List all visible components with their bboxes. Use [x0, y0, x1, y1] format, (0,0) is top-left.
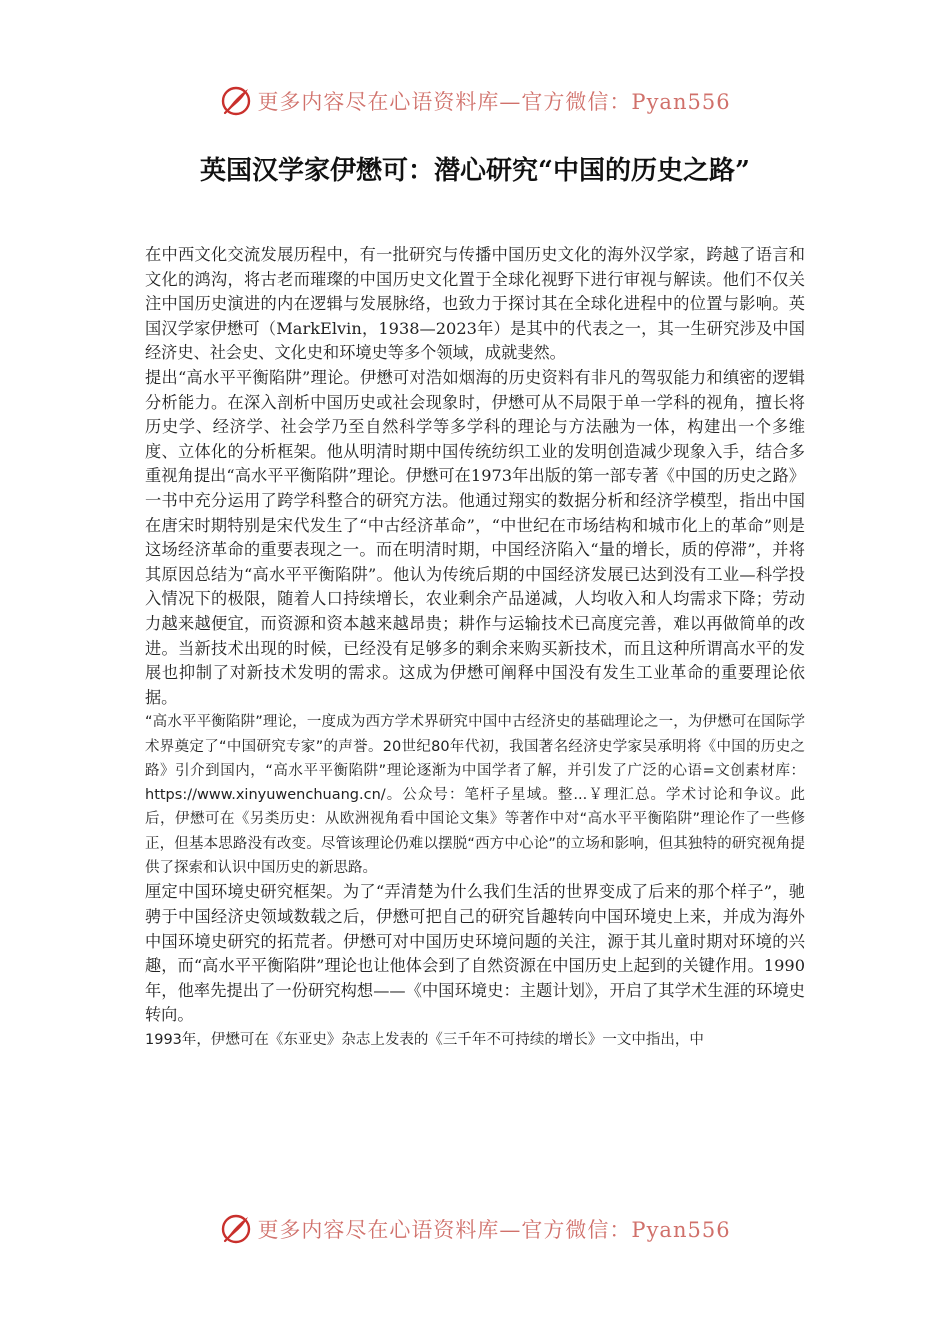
paragraph-intro: 在中西文化交流发展历程中，有一批研究与传播中国历史文化的海外汉学家，跨越了语言和文化的鸿沟，将古老而璀璨的中国历史文化置于全球化视野下进行审视与解读。他们不仅关注中国历史演进的内在逻辑与发展脉络，也致力于探讨其在全球化进程中的位置与影响。英国汉学家伊懋可（MarkElvin，1938—2023年）是其中的代表之一，其一生研究涉及中国经济史、社会史、文化史和环境史等多个领域，成就斐然。: [145, 245, 805, 363]
article-title: 英国汉学家伊懋可：潜心研究“中国的历史之路”: [200, 156, 750, 186]
header-banner-text: 更多内容尽在心语资料库—官方微信：Pyan556: [257, 90, 731, 114]
paragraph-trap-theory: 提出“高水平平衡陷阱”理论。伊懋可对浩如烟海的历史资料有非凡的驾驭能力和缜密的逻辑分析能力。在深入剖析中国历史或社会现象时，伊懋可从不局限于单一学科的视角，擅长将历史学、经济学、社会学乃至自然科学等多学科的理论与方法融为一体，构建出一个多维度、立体化的分析框架。他从明清时期中国传统纺织工业的发明创造减少现象入手，结合多重视角提出“高水平平衡陷阱”理论。伊懋可在1973年出版的第一部专著《中国的历史之路》一书中充分运用了跨学科整合的研究方法。他通过翔实的数据分析和经济学模型，指出中国在唐宋时期特别是宋代发生了“中古经济革命”，“中世纪在市场结构和城市化上的革命”则是这场经济革命的重要表现之一。而在明清时期，中国经济陷入“量的增长，质的停滞”，并将其原因总结为“高水平平衡陷阱”。他认为传统后期的中国经济发展已达到没有工业—科学投入情况下的极限，随着人口持续增长，农业剩余产品递减，人均收入和人均需求下降；劳动力越来越便宜，而资源和资本越来越昂贵；耕作与运输技术已高度完善，难以再做简单的改进。当新技术出现的时候，已经没有足够多的剩余来购买新技术，而且这种所谓高水平的发展也抑制了对新技术发明的需求。这成为伊懋可阐释中国没有发生工业革命的重要理论依据。: [145, 367, 805, 707]
article-body: [145, 243, 805, 1052]
footer-banner-text: 更多内容尽在心语资料库—官方微信：Pyan556: [257, 1218, 731, 1242]
footer-banner: [0, 1212, 950, 1246]
header-banner: [0, 84, 950, 118]
paragraph-environmental-history: 厘定中国环境史研究框架。为了“弄清楚为什么我们生活的世界变成了后来的那个样子”，驰骋于中国经济史领域数载之后，伊懋可把自己的研究旨趣转向中国环境史上来，并成为海外中国环境史研究的拓荒者。伊懋可对中国历史环境问题的关注，源于其儿童时期对环境的兴趣，而“高水平平衡陷阱”理论也让他体会到了自然资源在中国历史上起到的关键作用。1990年，他率先提出了一份研究构想——《中国环境史：主题计划》，开启了其学术生涯的环境史转向。: [145, 882, 805, 1025]
quill-logo-icon: [219, 84, 253, 118]
quill-logo-icon: [219, 1212, 253, 1246]
paragraph-1993: 1993年，伊懋可在《东亚史》杂志上发表的《三千年不可持续的增长》一文中指出，中: [145, 1031, 704, 1048]
paragraph-theory-influence: “高水平平衡陷阱”理论，一度成为西方学术界研究中国中古经济史的基础理论之一，为伊懋可在国际学术界奠定了“中国研究专家”的声誉。20世纪80年代初，我国著名经济史学家吴承明将《中国的历史之路》引介到国内，“高水平平衡陷阱”理论逐渐为中国学者了解，并引发了广泛的心语=文创素材库：https://www.xinyuwenchuang.cn/。公众号：笔杆子星域。整...￥理汇总。学术讨论和争议。此后，伊懋可在《另类历史：从欧洲视角看中国论文集》等著作中对“高水平平衡陷阱”理论作了一些修正，但基本思路没有改变。尽管该理论仍难以摆脱“西方中心论”的立场和影响，但其独特的研究视角提供了探索和认识中国历史的新思路。: [145, 714, 805, 877]
